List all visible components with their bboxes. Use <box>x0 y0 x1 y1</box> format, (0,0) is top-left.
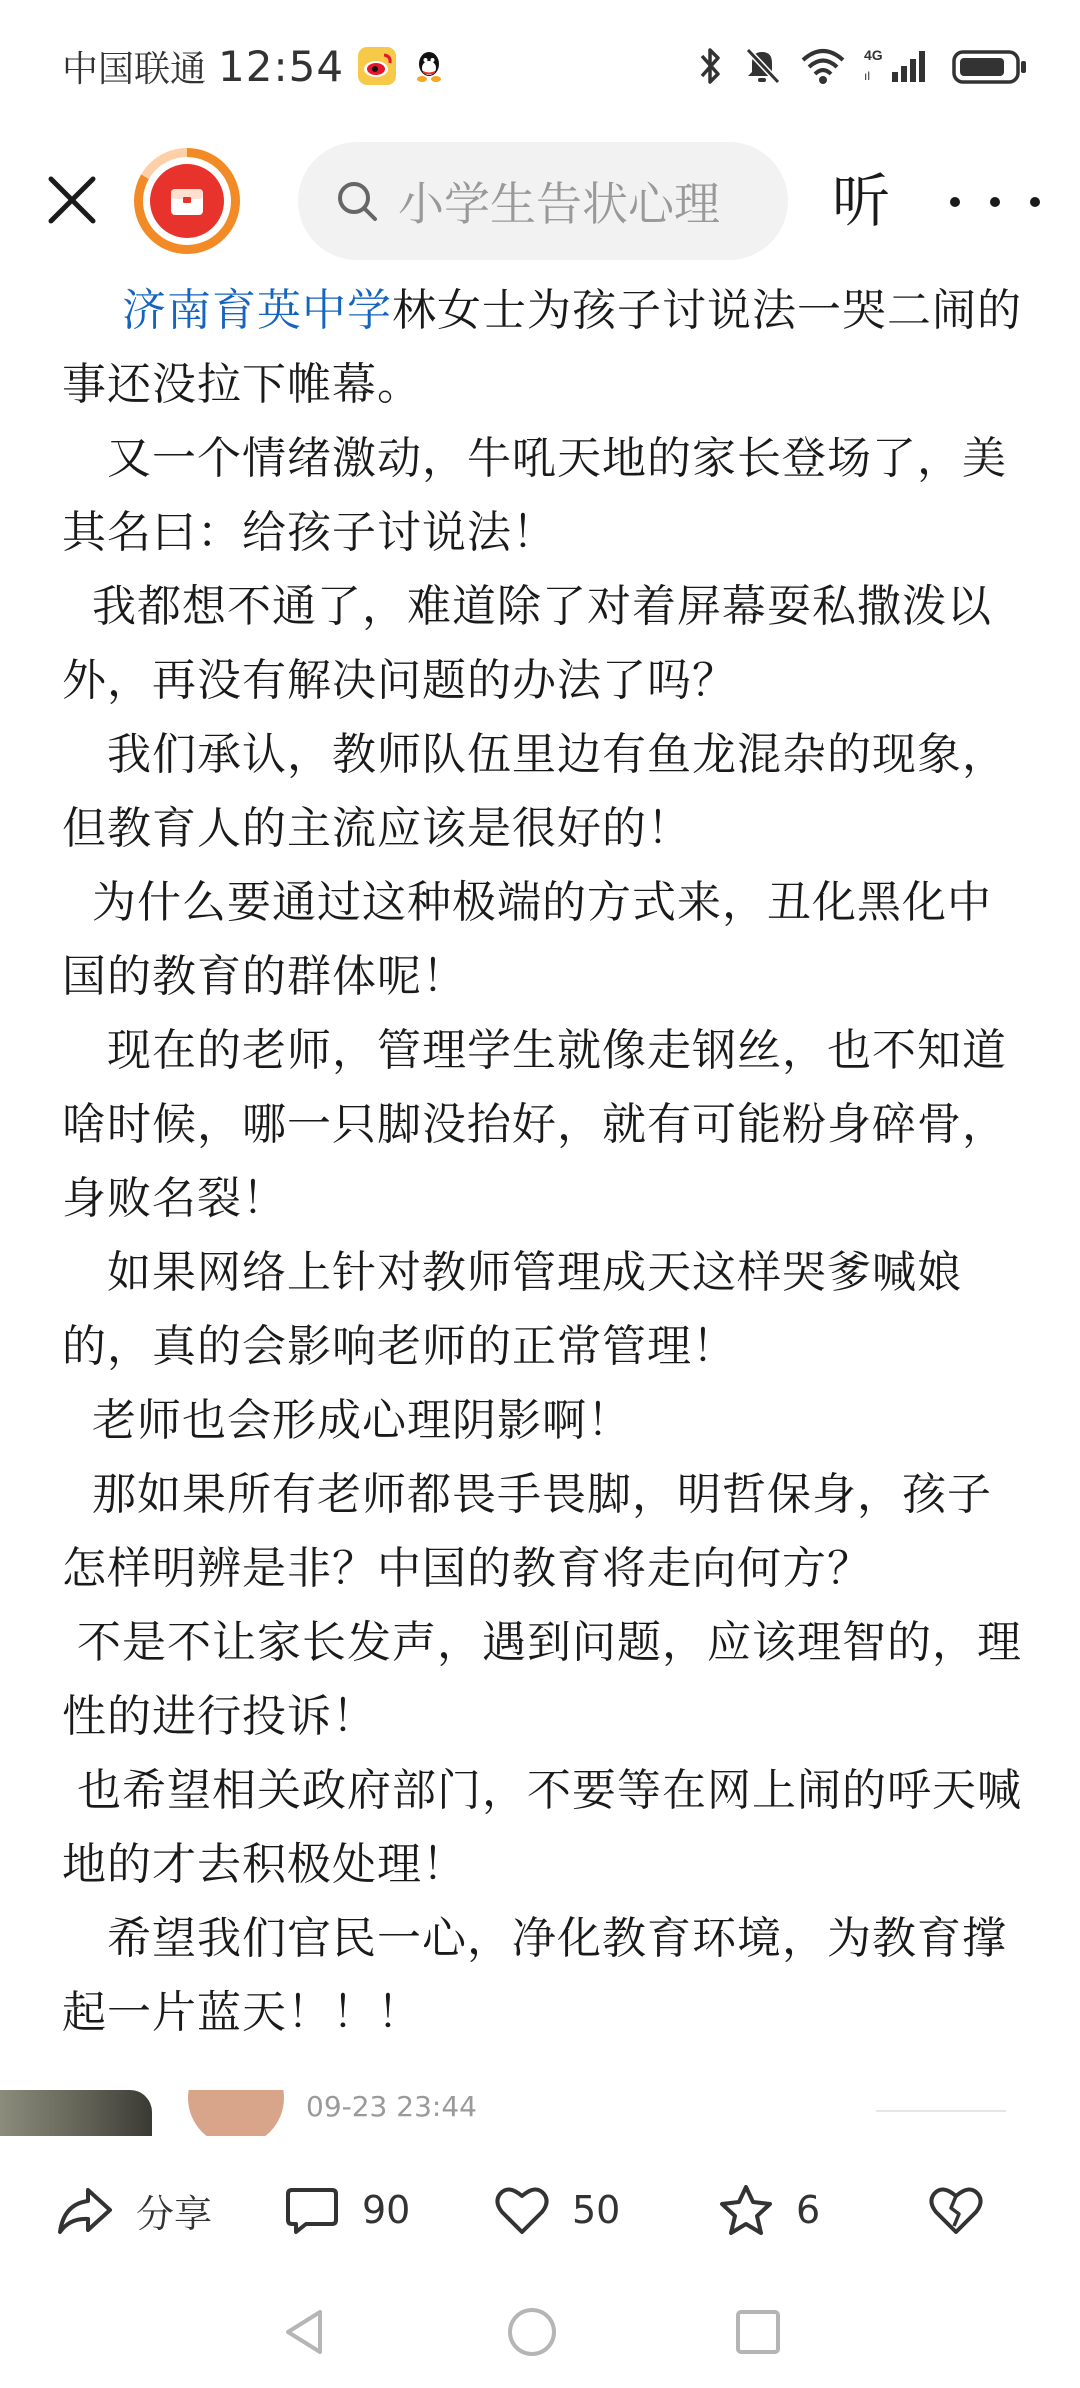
app-logo-icon <box>150 164 224 238</box>
comment-button[interactable] <box>284 2180 410 2240</box>
article-paragraph <box>62 1384 1022 1458</box>
paragraph-text: 不是不让家长发声，遇到问题，应该理智的，理性的进行投诉！ <box>62 1617 1022 1742</box>
comment-icon <box>284 2182 340 2238</box>
paragraph-text: 如果网络上针对教师管理成天这样哭爹喊娘的，真的会影响老师的正常管理！ <box>62 1247 962 1372</box>
article-paragraph <box>62 422 1022 570</box>
svg-text:ıl: ıl <box>864 69 870 83</box>
nav-back-button[interactable] <box>274 2302 334 2362</box>
article-paragraph <box>62 1606 1022 1754</box>
search-icon <box>334 178 380 224</box>
action-bar <box>0 2136 1080 2286</box>
paragraph-text: 为什么要通过这种极端的方式来，丑化黑化中国的教育的群体呢！ <box>62 877 992 1002</box>
paragraph-text: 我们承认，教师队伍里边有鱼龙混杂的现象，但教育人的主流应该是很好的！ <box>62 729 1007 854</box>
paragraph-indent <box>62 581 92 632</box>
paragraph-text: 那如果所有老师都畏手畏脚，明哲保身，孩子怎样明辨是非？中国的教育将走向何方？ <box>62 1469 992 1594</box>
paragraph-indent <box>62 1395 92 1446</box>
paragraph-indent <box>62 1913 107 1964</box>
listen-button[interactable]: 听 <box>832 167 891 235</box>
status-right <box>698 40 1028 92</box>
comment-preview <box>0 2090 1080 2136</box>
like-count: 50 <box>572 2188 621 2232</box>
paragraph-text: 我都想不通了，难道除了对着屏幕耍私撒泼以外，再没有解决问题的办法了吗？ <box>62 581 992 706</box>
recents-icon <box>733 2307 783 2357</box>
article-paragraph <box>62 1014 1022 1236</box>
comment-count: 90 <box>362 2188 411 2232</box>
comment-thumbnail[interactable] <box>0 2090 152 2136</box>
more-dot <box>950 197 960 207</box>
favorite-count: 6 <box>796 2188 821 2232</box>
school-link[interactable]: 济南育英中学 <box>121 285 392 336</box>
commenter-avatar[interactable] <box>188 2090 284 2136</box>
heart-break-icon <box>928 2184 984 2236</box>
paragraph-text: 也希望相关政府部门，不要等在网上闹的呼天喊地的才去积极处理！ <box>62 1765 1022 1890</box>
divider <box>876 2110 1006 2112</box>
paragraph-indent <box>62 877 92 928</box>
share-icon <box>56 2182 114 2238</box>
author-avatar[interactable] <box>134 148 240 254</box>
article-paragraph <box>62 1236 1022 1384</box>
article-paragraph <box>62 1754 1022 1902</box>
more-dot <box>1030 197 1040 207</box>
article-paragraph <box>62 274 1022 422</box>
bluetooth-icon <box>698 46 724 86</box>
paragraph-indent <box>62 1247 107 1298</box>
paragraph-indent <box>62 729 107 780</box>
status-bar <box>0 0 1080 130</box>
paragraph-indent <box>62 285 122 336</box>
star-icon <box>718 2183 774 2237</box>
nav-home-button[interactable] <box>502 2302 562 2362</box>
share-label: 分享 <box>136 2191 213 2236</box>
like-icon <box>494 2184 550 2236</box>
article-body <box>62 274 1022 2050</box>
avatar-inner <box>143 157 231 245</box>
carrier-name: 中国联通 <box>62 48 207 90</box>
article-paragraph <box>62 570 1022 718</box>
avatar-ring <box>134 148 240 254</box>
nav-recents-button[interactable] <box>728 2302 788 2362</box>
system-nav-bar <box>0 2286 1080 2388</box>
back-icon <box>280 2306 328 2358</box>
home-icon <box>505 2305 559 2359</box>
qq-icon <box>410 47 448 85</box>
paragraph-text: 老师也会形成心理阴影啊！ <box>91 1395 632 1446</box>
battery-icon <box>952 46 1028 86</box>
signal-icon <box>864 46 934 86</box>
status-left <box>62 38 448 94</box>
favorite-button[interactable] <box>718 2180 820 2240</box>
paragraph-text: 又一个情绪激动，牛吼天地的家长登场了，美其名曰：给孩子讨说法！ <box>62 433 1007 558</box>
weibo-icon <box>358 47 396 85</box>
search-bar[interactable] <box>298 142 788 260</box>
close-icon <box>45 173 99 227</box>
article-paragraph <box>62 1458 1022 1606</box>
dislike-button[interactable] <box>928 2180 984 2240</box>
more-dot <box>990 197 1000 207</box>
paragraph-indent <box>62 1025 107 1076</box>
wifi-icon <box>800 46 846 86</box>
paragraph-indent <box>62 433 107 484</box>
mute-icon <box>742 46 782 86</box>
close-button[interactable] <box>40 168 104 232</box>
more-icon[interactable] <box>950 170 1040 234</box>
paragraph-indent <box>62 1765 77 1816</box>
paragraph-indent <box>62 1469 92 1520</box>
search-placeholder: 小学生告状心理 <box>398 177 720 231</box>
article-paragraph <box>62 1902 1022 2050</box>
like-button[interactable] <box>494 2180 620 2240</box>
paragraph-text: 希望我们官民一心，净化教育环境，为教育撑起一片蓝天！！！ <box>62 1913 1007 2038</box>
clock: 12:54 <box>218 41 345 91</box>
svg-text:4G: 4G <box>864 47 883 63</box>
paragraph-text: 林女士为孩子讨说法一哭二闹的事还没拉下帷幕。 <box>62 285 1022 410</box>
article-paragraph <box>62 718 1022 866</box>
share-button[interactable] <box>56 2180 212 2240</box>
article-paragraph <box>62 866 1022 1014</box>
paragraph-indent <box>62 1617 77 1668</box>
top-header <box>0 130 1080 270</box>
paragraph-text: 现在的老师，管理学生就像走钢丝，也不知道啥时候，哪一只脚没抬好，就有可能粉身碎骨，身败名裂！ <box>62 1025 1007 1224</box>
comment-timestamp: 09-23 23:44 <box>306 2090 477 2123</box>
